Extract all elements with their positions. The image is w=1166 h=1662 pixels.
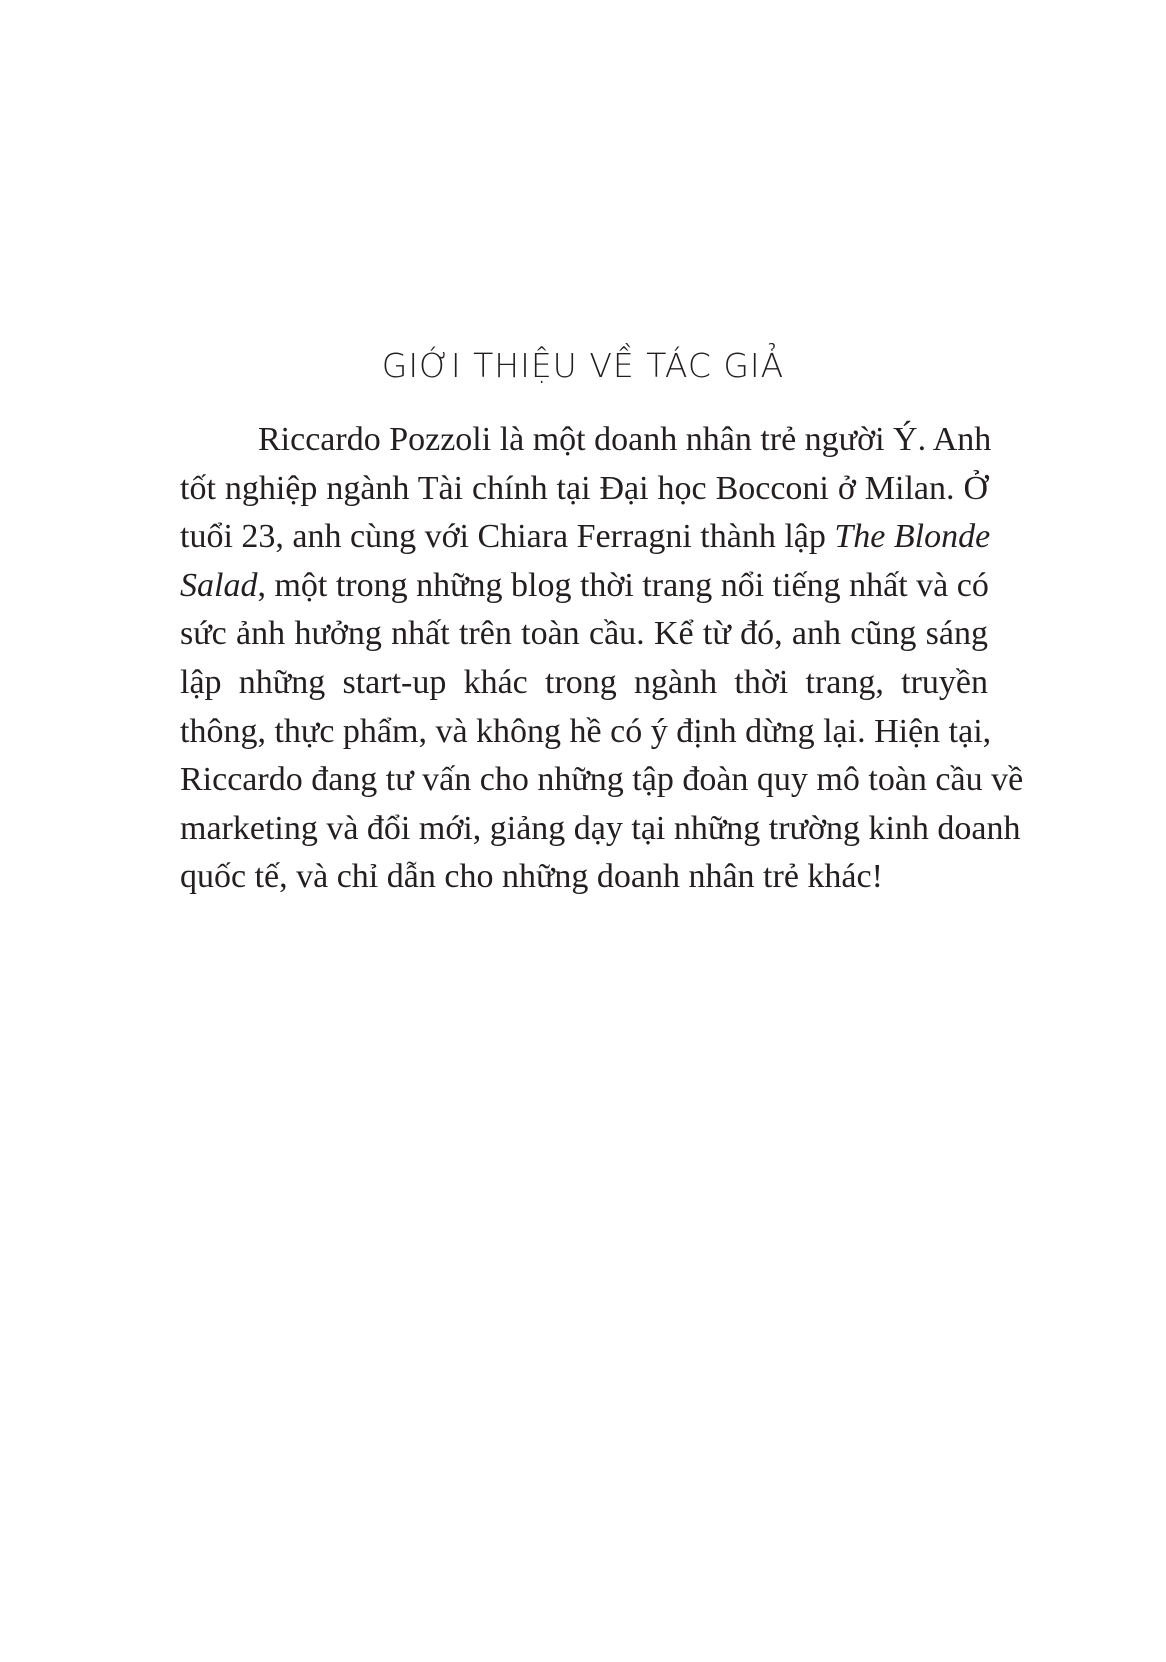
author-bio-paragraph [180, 416, 1024, 902]
paragraph-line [180, 562, 988, 611]
paragraph-line: tốt nghiệp ngành Tài chính tại Đại học Bocconi ở Milan. Ở [180, 469, 988, 507]
page-title: GIỚI THIỆU VỀ TÁC GIẢ [381, 346, 785, 385]
paragraph-line [180, 513, 991, 562]
paragraph-line: quốc tế, và chỉ dẫn cho những doanh nhân trẻ khác! [180, 858, 883, 896]
paragraph-line: marketing và đổi mới, giảng dạy tại những trường kinh doanh [180, 809, 1021, 847]
paragraph-text: , một trong những blog thời trang nổi tiếng nhất và có [257, 566, 989, 604]
book-title-italic: The Blonde [834, 518, 991, 556]
paragraph-line: Riccardo đang tư vấn cho những tập đoàn quy mô toàn cầu về [180, 761, 1024, 799]
paragraph-text: tuổi 23, anh cùng với Chiara Ferragni thành lập [180, 518, 835, 556]
book-title-italic: Salad [180, 566, 258, 604]
paragraph-line: sức ảnh hưởng nhất trên toàn cầu. Kể từ đó, anh cũng sáng [180, 615, 988, 653]
paragraph-line: thông, thực phẩm, và không hề có ý định dừng lại. Hiện tại, [180, 712, 992, 750]
paragraph-line: lập những start-up khác trong ngành thời trang, truyền [180, 663, 988, 701]
paragraph-line: Riccardo Pozzoli là một doanh nhân trẻ người Ý. Anh [258, 421, 992, 458]
